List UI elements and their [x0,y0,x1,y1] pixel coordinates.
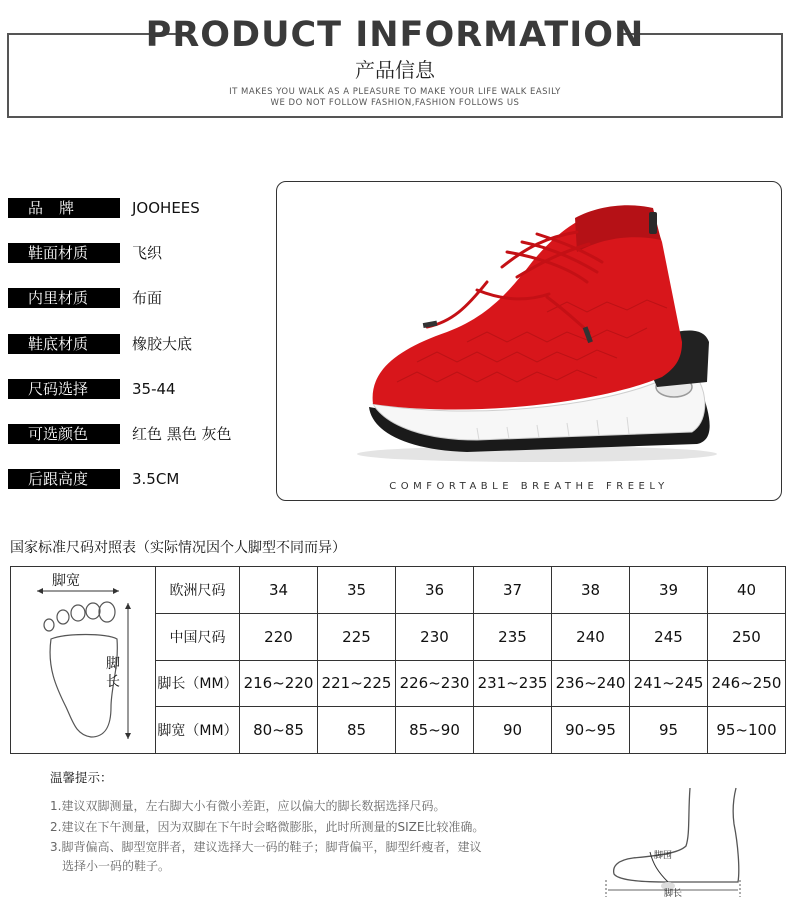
table-cell: 34 [240,567,318,614]
header-rule-bottom [7,116,783,118]
product-photo-frame [276,181,782,501]
foot-side-measure-icon [598,784,748,899]
spec-row-brand [8,198,268,218]
foot-length-label: 脚长 [106,656,120,690]
foot-diagram-cell [11,567,156,754]
spec-row-heel-height [8,469,268,489]
page-subtitle: 产品信息 [355,58,435,82]
table-cell: 231~235 [474,660,552,707]
row-header-foot-width: 脚宽（MM） [156,707,240,754]
spec-value: 3.5CM [132,470,180,488]
table-cell: 40 [708,567,786,614]
tip-item-continued: 选择小一码的鞋子。 [62,859,171,873]
table-cell: 35 [318,567,396,614]
spec-value: JOOHEES [132,199,200,217]
spec-label: 后跟高度 [8,469,120,489]
table-cell: 230 [396,613,474,660]
table-cell: 240 [552,613,630,660]
footprint-icon [11,567,155,749]
foot-girth-label: 脚围 [654,851,673,861]
table-cell: 37 [474,567,552,614]
table-cell: 39 [630,567,708,614]
table-cell: 90 [474,707,552,754]
spec-row-sole-material [8,334,268,354]
tip-item: 3.脚背偏高、脚型宽胖者，建议选择大一码的鞋子；脚背偏平，脚型纤瘦者，建议 [50,840,482,854]
spec-row-upper-material [8,243,268,263]
spec-value: 红色 黑色 灰色 [132,425,232,443]
table-cell: 85~90 [396,707,474,754]
foot-width-label: 脚宽 [52,573,80,589]
tip-item: 2.建议在下午测量，因为双脚在下午时会略微膨胀，此时所测量的SIZE比较准确。 [50,820,485,834]
table-cell: 80~85 [240,707,318,754]
table-cell: 235 [474,613,552,660]
spec-label: 鞋底材质 [8,334,120,354]
tagline-1: IT MAKES YOU WALK AS A PLEASURE TO MAKE YOUR LIFE WALK EASILY [229,87,561,97]
spec-row-colors [8,424,268,444]
table-cell: 236~240 [552,660,630,707]
spec-row-lining-material [8,288,268,308]
spec-label: 品牌 [8,198,120,218]
table-cell: 225 [318,613,396,660]
table-cell: 220 [240,613,318,660]
spec-label: 鞋面材质 [8,243,120,263]
page-title: PRODUCT INFORMATION [145,15,645,55]
tagline-2: WE DO NOT FOLLOW FASHION,FASHION FOLLOWS US [270,98,520,108]
row-header-cn: 中国尺码 [156,613,240,660]
size-chart-table [10,566,786,754]
table-cell: 221~225 [318,660,396,707]
tips-title: 温馨提示： [50,770,113,785]
table-cell: 241~245 [630,660,708,707]
header-frame [7,8,783,118]
table-cell: 38 [552,567,630,614]
table-cell: 216~220 [240,660,318,707]
table-cell: 95~100 [708,707,786,754]
spec-value: 橡胶大底 [132,335,193,353]
row-header-foot-length: 脚长（MM） [156,660,240,707]
row-header-eu: 欧洲尺码 [156,567,240,614]
table-cell: 95 [630,707,708,754]
spec-value: 35-44 [132,380,176,398]
table-cell: 36 [396,567,474,614]
table-cell: 90~95 [552,707,630,754]
tip-item: 1.建议双脚测量，左右脚大小有微小差距，应以偏大的脚长数据选择尺码。 [50,799,446,813]
spec-label: 内里材质 [8,288,120,308]
size-chart-heading: 国家标准尺码对照表（实际情况因个人脚型不同而异） [10,540,346,556]
sneaker-illustration [277,182,782,482]
spec-row-size-range [8,379,268,399]
spec-value: 布面 [132,289,163,307]
table-cell: 226~230 [396,660,474,707]
table-row [11,567,786,614]
spec-label: 尺码选择 [8,379,120,399]
table-cell: 246~250 [708,660,786,707]
foot-length-mini-label: 脚长 [664,889,683,899]
table-cell: 245 [630,613,708,660]
table-cell: 250 [708,613,786,660]
product-caption: COMFORTABLE BREATHE FREELY [389,481,669,492]
spec-value: 飞织 [132,244,163,262]
table-cell: 85 [318,707,396,754]
spec-label: 可选颜色 [8,424,120,444]
